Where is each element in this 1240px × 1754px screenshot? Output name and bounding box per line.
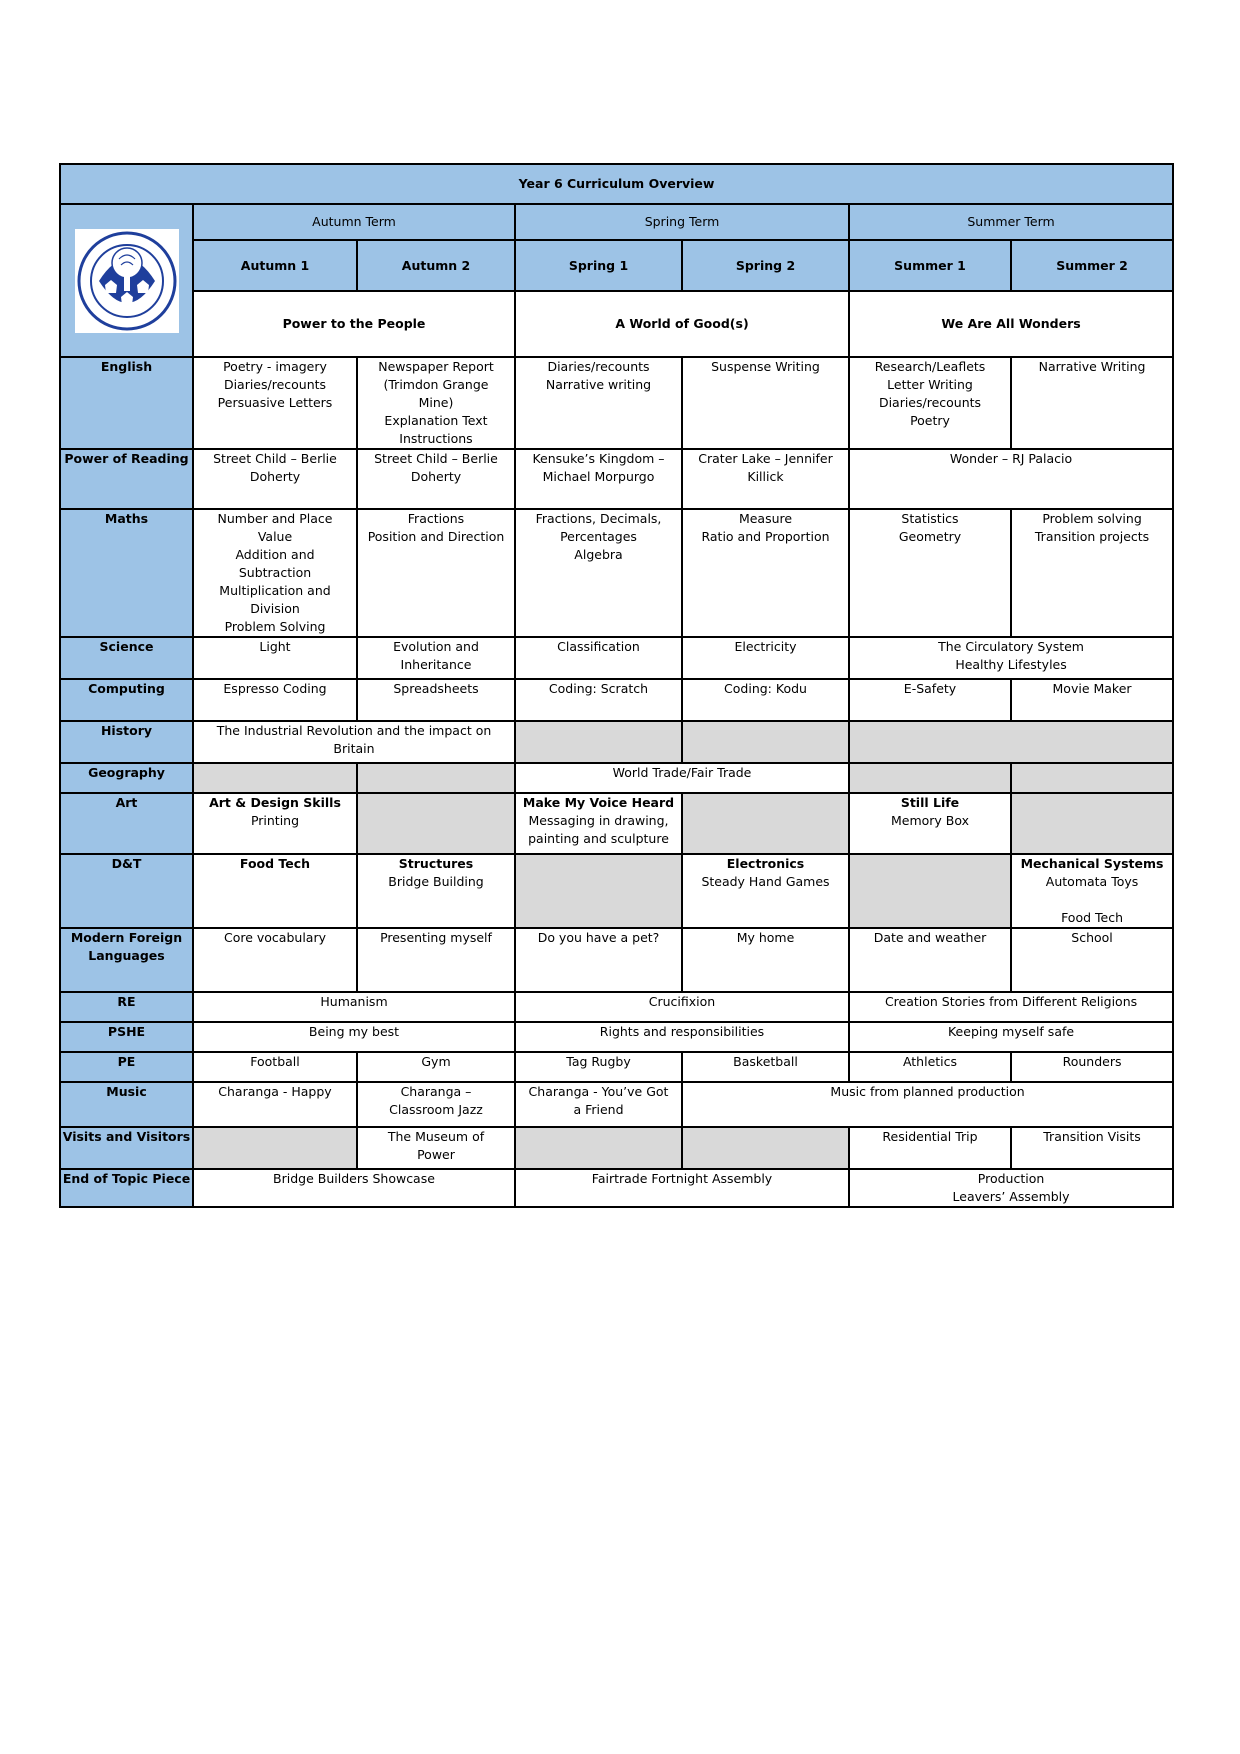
cell-heading: Art & Design Skills bbox=[209, 795, 341, 810]
cell-text: Fairtrade Fortnight Assembly bbox=[591, 1171, 773, 1186]
curriculum-cell bbox=[357, 854, 515, 928]
cell-text: Automata Toys bbox=[1045, 874, 1139, 889]
cell-text: Michael Morpurgo bbox=[542, 469, 655, 484]
cell-text: Printing bbox=[250, 813, 300, 828]
curriculum-cell bbox=[193, 679, 357, 721]
cell-text: Charanga – bbox=[400, 1084, 472, 1099]
curriculum-cell bbox=[1011, 854, 1173, 928]
half-term-header: Summer 2 bbox=[1011, 240, 1173, 291]
curriculum-cell bbox=[515, 357, 682, 449]
subject-label: PE bbox=[60, 1052, 193, 1082]
cell-text: Poetry - imagery bbox=[223, 359, 327, 374]
subject-row bbox=[60, 357, 1173, 449]
empty-cell bbox=[357, 763, 515, 793]
subject-label: Science bbox=[60, 637, 193, 679]
cell-text: Narrative writing bbox=[545, 377, 652, 392]
cell-text: Rounders bbox=[1062, 1054, 1122, 1069]
subject-row bbox=[60, 449, 1173, 509]
curriculum-cell bbox=[515, 449, 682, 509]
empty-cell bbox=[193, 763, 357, 793]
cell-text: Date and weather bbox=[873, 930, 987, 945]
cell-text: The Museum of bbox=[387, 1129, 485, 1144]
subject-row bbox=[60, 992, 1173, 1022]
school-crest-icon bbox=[75, 229, 179, 333]
cell-text: Healthy Lifestyles bbox=[955, 657, 1067, 672]
curriculum-cell bbox=[515, 928, 682, 992]
cell-text: School bbox=[1071, 930, 1113, 945]
cell-text: (Trimdon Grange bbox=[383, 377, 489, 392]
subject-row bbox=[60, 637, 1173, 679]
cell-text: Poetry bbox=[910, 413, 950, 428]
curriculum-cell bbox=[515, 1082, 682, 1127]
cell-text: Residential Trip bbox=[882, 1129, 978, 1144]
empty-cell bbox=[682, 721, 849, 763]
cell-text: Food Tech bbox=[1061, 910, 1124, 925]
cell-heading: Food Tech bbox=[239, 856, 311, 871]
cell-text: a Friend bbox=[573, 1102, 624, 1117]
curriculum-cell bbox=[682, 637, 849, 679]
cell-text: Killick bbox=[747, 469, 784, 484]
cell-heading: Mechanical Systems bbox=[1020, 856, 1164, 871]
subject-row bbox=[60, 793, 1173, 854]
subject-label: Modern Foreign Languages bbox=[60, 928, 193, 992]
curriculum-cell bbox=[1011, 1127, 1173, 1169]
curriculum-cell bbox=[849, 992, 1173, 1022]
curriculum-cell bbox=[193, 357, 357, 449]
subject-label: Power of Reading bbox=[60, 449, 193, 509]
cell-text: Diaries/recounts bbox=[223, 377, 327, 392]
topic-summer: We Are All Wonders bbox=[849, 291, 1173, 357]
cell-text: The Circulatory System bbox=[938, 639, 1084, 654]
subject-label: PSHE bbox=[60, 1022, 193, 1052]
half-term-header: Summer 1 bbox=[849, 240, 1011, 291]
cell-text: Bridge Builders Showcase bbox=[273, 1171, 435, 1186]
subject-label: English bbox=[60, 357, 193, 449]
curriculum-cell bbox=[682, 449, 849, 509]
curriculum-cell bbox=[682, 509, 849, 637]
cell-text: Keeping myself safe bbox=[947, 1024, 1075, 1039]
curriculum-cell bbox=[849, 357, 1011, 449]
cell-text: Street Child – Berlie bbox=[213, 451, 337, 466]
subject-label: Geography bbox=[60, 763, 193, 793]
subject-label: Art bbox=[60, 793, 193, 854]
curriculum-cell bbox=[849, 449, 1173, 509]
curriculum-cell bbox=[682, 679, 849, 721]
cell-text: Addition and bbox=[235, 547, 315, 562]
subject-row bbox=[60, 928, 1173, 992]
cell-text: Classification bbox=[557, 639, 640, 654]
page-title: Year 6 Curriculum Overview bbox=[60, 164, 1173, 204]
empty-cell bbox=[682, 1127, 849, 1169]
subject-label: History bbox=[60, 721, 193, 763]
cell-text: Light bbox=[259, 639, 291, 654]
cell-text: Statistics bbox=[901, 511, 959, 526]
curriculum-cell bbox=[357, 1127, 515, 1169]
curriculum-cell bbox=[357, 1082, 515, 1127]
curriculum-cell bbox=[1011, 357, 1173, 449]
subject-row bbox=[60, 1127, 1173, 1169]
topic-autumn: Power to the People bbox=[193, 291, 515, 357]
cell-text: Instructions bbox=[399, 431, 473, 446]
cell-text: Movie Maker bbox=[1052, 681, 1132, 696]
subject-row bbox=[60, 1169, 1173, 1207]
curriculum-cell bbox=[357, 679, 515, 721]
curriculum-cell bbox=[193, 509, 357, 637]
curriculum-cell bbox=[515, 992, 849, 1022]
curriculum-cell bbox=[357, 1052, 515, 1082]
subject-label: RE bbox=[60, 992, 193, 1022]
cell-text: Rights and responsibilities bbox=[599, 1024, 765, 1039]
cell-text: Geometry bbox=[898, 529, 962, 544]
cell-text: Narrative Writing bbox=[1038, 359, 1146, 374]
cell-text: Britain bbox=[333, 741, 375, 756]
cell-heading: Electronics bbox=[726, 856, 805, 871]
empty-cell bbox=[515, 854, 682, 928]
curriculum-cell bbox=[849, 509, 1011, 637]
cell-text: Tag Rugby bbox=[566, 1054, 631, 1069]
empty-cell bbox=[849, 763, 1011, 793]
curriculum-cell bbox=[515, 1052, 682, 1082]
cell-text: Wonder – RJ Palacio bbox=[949, 451, 1073, 466]
cell-text: Core vocabulary bbox=[223, 930, 326, 945]
half-term-header: Autumn 1 bbox=[193, 240, 357, 291]
cell-text: Letter Writing bbox=[887, 377, 973, 392]
curriculum-cell bbox=[515, 793, 682, 854]
cell-text: Humanism bbox=[320, 994, 388, 1009]
cell-text: Spreadsheets bbox=[393, 681, 479, 696]
curriculum-cell bbox=[357, 357, 515, 449]
cell-text: Suspense Writing bbox=[711, 359, 820, 374]
subject-label: Music bbox=[60, 1082, 193, 1127]
cell-text: Percentages bbox=[560, 529, 637, 544]
curriculum-cell bbox=[682, 357, 849, 449]
subject-label: Computing bbox=[60, 679, 193, 721]
cell-text: World Trade/Fair Trade bbox=[612, 765, 752, 780]
school-logo bbox=[60, 204, 193, 357]
curriculum-cell bbox=[515, 509, 682, 637]
curriculum-cell bbox=[515, 763, 849, 793]
cell-text: Charanga - Happy bbox=[218, 1084, 332, 1099]
cell-text: Transition projects bbox=[1034, 529, 1150, 544]
curriculum-cell bbox=[193, 1169, 515, 1207]
subject-label: Maths bbox=[60, 509, 193, 637]
curriculum-cell bbox=[515, 637, 682, 679]
curriculum-cell bbox=[193, 1022, 515, 1052]
curriculum-cell bbox=[1011, 928, 1173, 992]
cell-text: Algebra bbox=[574, 547, 623, 562]
cell-text: Messaging in drawing, bbox=[528, 813, 669, 828]
cell-text: Ratio and Proportion bbox=[701, 529, 830, 544]
cell-text: Doherty bbox=[410, 469, 462, 484]
curriculum-cell bbox=[849, 1052, 1011, 1082]
half-term-header: Spring 2 bbox=[682, 240, 849, 291]
cell-text: Do you have a pet? bbox=[537, 930, 660, 945]
cell-text: Diaries/recounts bbox=[547, 359, 650, 374]
empty-cell bbox=[515, 721, 682, 763]
cell-text: Presenting myself bbox=[380, 930, 492, 945]
curriculum-cell bbox=[682, 1052, 849, 1082]
curriculum-cell bbox=[1011, 1052, 1173, 1082]
subject-row bbox=[60, 1052, 1173, 1082]
empty-cell bbox=[682, 793, 849, 854]
cell-text: Multiplication and bbox=[219, 583, 331, 598]
cell-text: Crucifixion bbox=[648, 994, 716, 1009]
curriculum-cell bbox=[849, 1169, 1173, 1207]
cell-text: Kensuke’s Kingdom – bbox=[532, 451, 665, 466]
curriculum-cell bbox=[682, 854, 849, 928]
subject-row bbox=[60, 1022, 1173, 1052]
curriculum-cell bbox=[193, 721, 515, 763]
cell-text: Diaries/recounts bbox=[878, 395, 982, 410]
empty-cell bbox=[357, 793, 515, 854]
cell-text: Position and Direction bbox=[367, 529, 505, 544]
cell-heading: Structures bbox=[398, 856, 474, 871]
cell-text: Bridge Building bbox=[388, 874, 484, 889]
subject-row bbox=[60, 721, 1173, 763]
subject-row bbox=[60, 679, 1173, 721]
cell-text: Persuasive Letters bbox=[217, 395, 333, 410]
cell-text: Subtraction bbox=[238, 565, 312, 580]
curriculum-table bbox=[59, 163, 1174, 1208]
cell-text: Football bbox=[250, 1054, 300, 1069]
cell-text: Division bbox=[250, 601, 300, 616]
cell-text: Athletics bbox=[902, 1054, 958, 1069]
empty-cell bbox=[849, 721, 1173, 763]
curriculum-cell bbox=[682, 1082, 1173, 1127]
cell-text: Problem solving bbox=[1042, 511, 1142, 526]
cell-text: Fractions, Decimals, bbox=[535, 511, 662, 526]
cell-text: Leavers’ Assembly bbox=[952, 1189, 1070, 1204]
empty-cell bbox=[193, 1127, 357, 1169]
term-header-autumn: Autumn Term bbox=[193, 204, 515, 240]
cell-text: Classroom Jazz bbox=[389, 1102, 483, 1117]
cell-text: Inheritance bbox=[400, 657, 472, 672]
cell-text: Creation Stories from Different Religions bbox=[884, 994, 1138, 1009]
term-header-summer: Summer Term bbox=[849, 204, 1173, 240]
curriculum-cell bbox=[849, 1022, 1173, 1052]
half-term-header: Autumn 2 bbox=[357, 240, 515, 291]
curriculum-cell bbox=[1011, 679, 1173, 721]
cell-text: painting and sculpture bbox=[528, 831, 669, 846]
term-header-spring: Spring Term bbox=[515, 204, 849, 240]
cell-text: Music from planned production bbox=[830, 1084, 1025, 1099]
cell-text: Being my best bbox=[308, 1024, 400, 1039]
empty-cell bbox=[849, 854, 1011, 928]
cell-heading: Make My Voice Heard bbox=[522, 795, 675, 810]
curriculum-cell bbox=[849, 928, 1011, 992]
cell-text: Fractions bbox=[407, 511, 465, 526]
cell-text: Power bbox=[417, 1147, 455, 1162]
cell-text: Charanga - You’ve Got bbox=[528, 1084, 669, 1099]
cell-text: Problem Solving bbox=[224, 619, 326, 634]
curriculum-cell bbox=[193, 1052, 357, 1082]
curriculum-cell bbox=[193, 637, 357, 679]
subject-label: Visits and Visitors bbox=[60, 1127, 193, 1169]
cell-text: The Industrial Revolution and the impact on bbox=[216, 723, 492, 738]
cell-text: Production bbox=[977, 1171, 1045, 1186]
subject-row bbox=[60, 854, 1173, 928]
cell-text bbox=[1012, 891, 1172, 909]
cell-text: Basketball bbox=[733, 1054, 798, 1069]
curriculum-cell bbox=[193, 793, 357, 854]
cell-text: My home bbox=[736, 930, 795, 945]
empty-cell bbox=[1011, 793, 1173, 854]
cell-text: Coding: Scratch bbox=[548, 681, 649, 696]
curriculum-cell bbox=[357, 928, 515, 992]
curriculum-cell bbox=[849, 637, 1173, 679]
cell-text: Crater Lake – Jennifer bbox=[698, 451, 833, 466]
cell-text: Steady Hand Games bbox=[701, 874, 830, 889]
curriculum-cell bbox=[357, 449, 515, 509]
cell-text: Explanation Text bbox=[384, 413, 488, 428]
cell-text: Evolution and bbox=[393, 639, 479, 654]
curriculum-cell bbox=[193, 854, 357, 928]
cell-text: Transition Visits bbox=[1043, 1129, 1141, 1144]
half-term-header: Spring 1 bbox=[515, 240, 682, 291]
curriculum-cell bbox=[193, 1082, 357, 1127]
topic-spring: A World of Good(s) bbox=[515, 291, 849, 357]
curriculum-cell bbox=[515, 1022, 849, 1052]
cell-text: Coding: Kodu bbox=[724, 681, 807, 696]
curriculum-cell bbox=[193, 992, 515, 1022]
empty-cell bbox=[515, 1127, 682, 1169]
cell-text: Espresso Coding bbox=[223, 681, 327, 696]
curriculum-cell bbox=[193, 928, 357, 992]
cell-text: Doherty bbox=[249, 469, 301, 484]
cell-text: Mine) bbox=[418, 395, 454, 410]
cell-text: Newspaper Report bbox=[378, 359, 494, 374]
curriculum-cell bbox=[1011, 509, 1173, 637]
cell-text: Number and Place bbox=[217, 511, 333, 526]
cell-heading: Still Life bbox=[900, 795, 960, 810]
curriculum-cell bbox=[849, 1127, 1011, 1169]
cell-text: Gym bbox=[421, 1054, 451, 1069]
curriculum-cell bbox=[849, 793, 1011, 854]
curriculum-cell bbox=[682, 928, 849, 992]
cell-text: Research/Leaflets bbox=[874, 359, 986, 374]
cell-text: E-Safety bbox=[903, 681, 957, 696]
curriculum-cell bbox=[515, 1169, 849, 1207]
curriculum-cell bbox=[515, 679, 682, 721]
cell-text: Measure bbox=[738, 511, 793, 526]
curriculum-cell bbox=[357, 637, 515, 679]
subject-row bbox=[60, 509, 1173, 637]
cell-text: Electricity bbox=[734, 639, 797, 654]
subject-label: D&T bbox=[60, 854, 193, 928]
subject-label: End of Topic Piece bbox=[60, 1169, 193, 1207]
curriculum-cell bbox=[849, 679, 1011, 721]
curriculum-cell bbox=[193, 449, 357, 509]
cell-text: Street Child – Berlie bbox=[374, 451, 498, 466]
empty-cell bbox=[1011, 763, 1173, 793]
cell-text: Value bbox=[257, 529, 293, 544]
subject-row bbox=[60, 763, 1173, 793]
cell-text: Memory Box bbox=[890, 813, 970, 828]
curriculum-cell bbox=[357, 509, 515, 637]
subject-row bbox=[60, 1082, 1173, 1127]
